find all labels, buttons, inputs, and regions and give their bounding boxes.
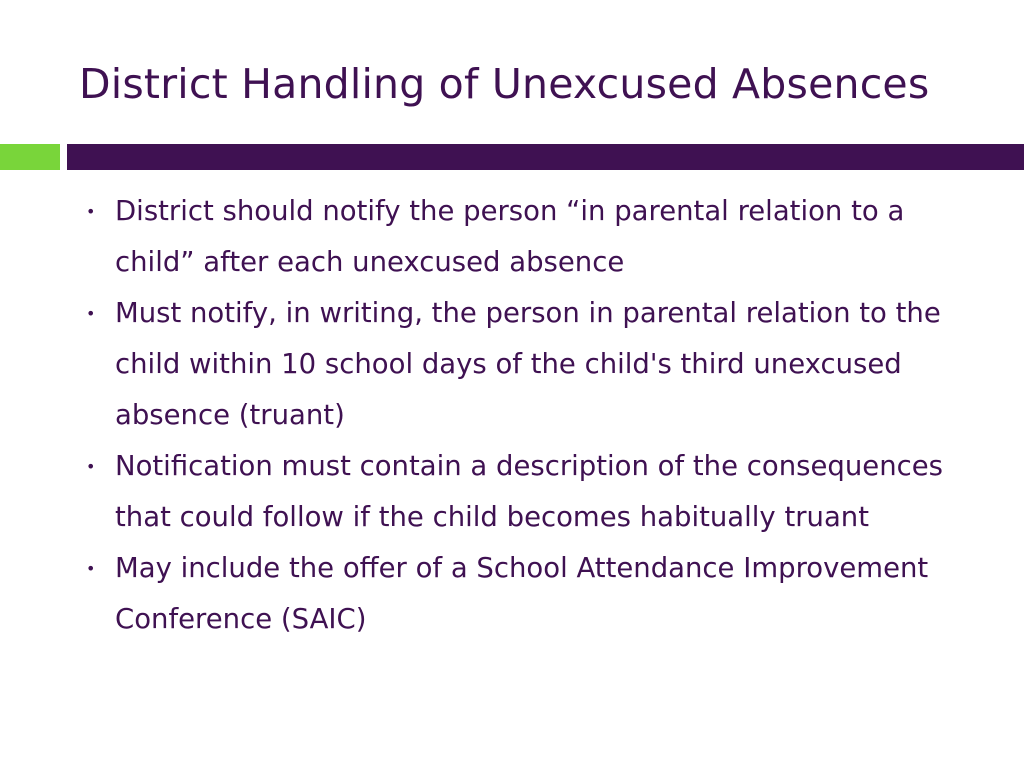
bullet-marker: • xyxy=(86,304,96,323)
accent-purple-bar xyxy=(67,144,1024,170)
bullet-item xyxy=(80,288,980,441)
bullet-marker: • xyxy=(86,202,96,221)
bullet-item xyxy=(80,186,980,288)
accent-green-block xyxy=(0,144,60,170)
bullet-text: Must notify, in writing, the person in parental relation to the child within 10 school days of the child's third unexcused absence (truant) xyxy=(115,297,941,431)
bullet-list xyxy=(80,186,980,645)
bullet-text: May include the offer of a School Attendance Improvement Conference (SAIC) xyxy=(115,552,929,635)
bullet-text: District should notify the person “in parental relation to a child” after each unexcused absence xyxy=(115,195,905,278)
bullet-item xyxy=(80,441,980,543)
bullet-marker: • xyxy=(86,559,96,578)
bullet-item xyxy=(80,543,980,645)
bullet-marker: • xyxy=(86,457,96,476)
bullet-text: Notification must contain a description of the consequences that could follow if the child becomes habitually truant xyxy=(115,450,943,533)
slide-title: District Handling of Unexcused Absences xyxy=(79,60,930,108)
